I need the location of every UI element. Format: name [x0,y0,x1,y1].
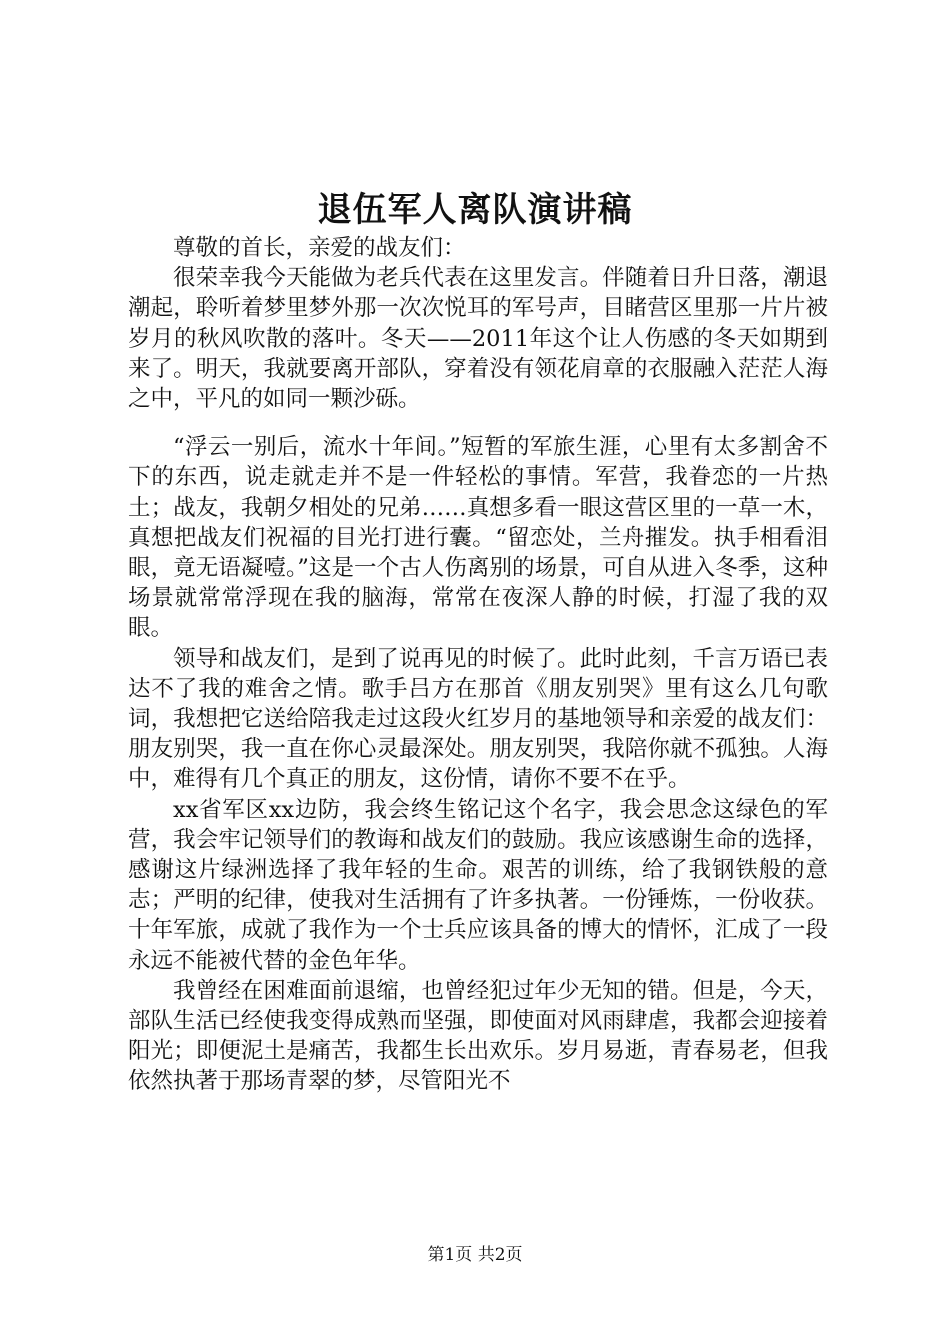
paragraph-military-camp: xx省军区xx边防，我会终生铭记这个名字，我会思念这绿色的军营，我会牢记领导们的教诲和战友们的鼓励。我应该感谢生命的选择，感谢这片绿洲选择了我年轻的生命。艰苦的训练，给了我钢铁般的意志；严明的纪律，使我对生活拥有了许多执著。一份锤炼，一份收获。十年军旅，成就了我作为一个士兵应该具备的博大的情怀，汇成了一段永远不能被代替的金色年华。 [128,796,828,974]
paragraph-salutation: 尊敬的首长，亲爱的战友们： [173,235,466,261]
paragraph-song: 领导和战友们，是到了说再见的时候了。此时此刻，千言万语已表达不了我的难舍之情。歌手吕方在那首《朋友别哭》里有这么几句歌词，我想把它送给陪我走过这段火红岁月的基地领导和亲爱的战友们：朋友别哭，我一直在你心灵最深处。朋友别哭，我陪你就不孤独。人海中，难得有几个真正的朋友，这份情，请你不要不在乎。 [128,645,828,793]
paragraph-growth: 我曾经在困难面前退缩，也曾经犯过年少无知的错。但是，今天，部队生活已经使我变得成熟而坚强，即使面对风雨肆虐，我都会迎接着阳光；即便泥土是痛苦，我都生长出欢乐。岁月易逝，青春易老，但我依然执著于那场青翠的梦，尽管阳光不 [128,977,828,1095]
paragraph-farewell-poem: “浮云一别后，流水十年间。”短暂的军旅生涯，心里有太多割舍不下的东西，说走就走并不是一件轻松的事情。军营，我眷恋的一片热土；战友，我朝夕相处的兄弟……真想多看一眼这营区里的一草一木，真想把战友们祝福的目光打进行囊。“留恋处，兰舟摧发。执手相看泪眼，竟无语凝噎。”这是一个古人伤离别的场景，可自从进入冬季，这种场景就常常浮现在我的脑海，常常在夜深人静的时候，打湿了我的双眼。 [128,434,828,642]
page-number-footer: 第1页 共2页 [427,1245,523,1265]
document-body [128,233,828,1097]
paragraph-opening: 很荣幸我今天能做为老兵代表在这里发言。伴随着日升日落，潮退潮起，聆听着梦里梦外那一次次悦耳的军号声，目睹营区里那一片片被岁月的秋风吹散的落叶。冬天——2011年这个让人伤感的冬天如期到来了。明天，我就要离开部队，穿着没有领花肩章的衣服融入茫茫人海之中，平凡的如同一颗沙砾。 [128,265,828,413]
document-title: 退伍军人离队演讲稿 [317,190,633,230]
